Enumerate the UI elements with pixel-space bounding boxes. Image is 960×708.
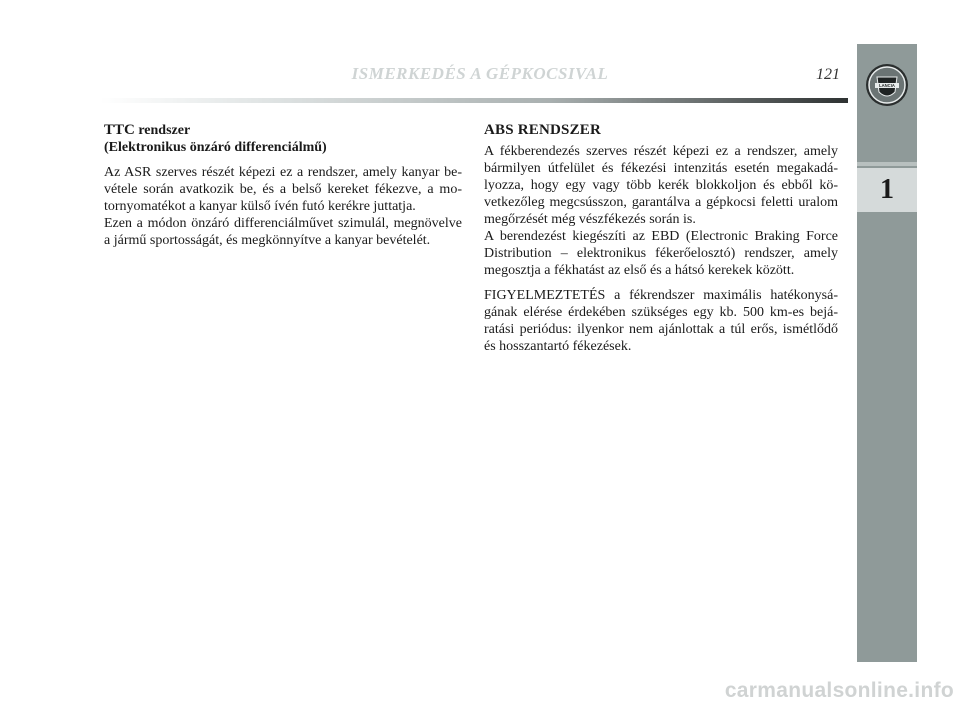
header-title: ISMERKEDÉS A GÉPKOCSIVAL xyxy=(351,64,609,83)
logo-text: LANCIA xyxy=(879,83,895,88)
chapter-side-tab xyxy=(857,44,917,662)
right-column xyxy=(484,122,838,363)
lancia-shield-icon xyxy=(864,62,910,108)
abs-warning-paragraph: FIGYELMEZTETÉS a fékrendszer maximális hatékonysá-gának elérése érdekében szükséges egy kb. 500 km-es bejá-ratási periódus: ilyenkor nem ajánlottak a túl erős, ismétlődő és hosszantartó fékezések. xyxy=(484,288,838,354)
ttc-heading xyxy=(104,122,462,139)
left-column xyxy=(104,122,462,257)
abs-paragraph-2: A berendezést kiegészíti az EBD (Electronic Braking Force Distribution – elektronikus fékerőelosztó) rendszer, amely megosztja a fékhatást az első és a hátsó kerekek között. xyxy=(484,229,838,278)
ttc-paragraph-2: Ezen a módon önzáró differenciálművet szimulál, megnövelve a jármű sportosságát, és megkönnyítve a kanyar bevételét. xyxy=(104,216,462,248)
page-number: 121 xyxy=(816,66,840,83)
watermark: carmanualsonline.info xyxy=(724,679,954,702)
abs-heading: ABS RENDSZER xyxy=(484,122,602,138)
tab-separator xyxy=(857,162,917,166)
header-rule xyxy=(100,98,848,103)
ttc-heading-strong: TTC xyxy=(104,122,135,138)
ttc-paragraph-1: Az ASR szerves részét képezi ez a rendszer, amely kanyar be-vétele során avatkozik be, és a belső kereket fékezve, a mo-tornyomatékot a kanyar külső ívén futó kerékre juttatja. xyxy=(104,165,462,214)
logo-box xyxy=(857,44,917,126)
ttc-heading-rest: rendszer xyxy=(134,123,191,138)
chapter-box xyxy=(857,168,917,212)
ttc-subheading: (Elektronikus önzáró differenciálmű) xyxy=(104,140,327,155)
chapter-number: 1 xyxy=(880,174,894,205)
abs-paragraph-1: A fékberendezés szerves részét képezi ez a rendszer, amely bármilyen útfelület és fékezési intenzitás esetén megakadá-lyozza, hogy egy vagy több kerék blokkoljon és ebből kö-vetkezőleg megcsússzon, garantálva a gépkocsi feletti uralom megőrzését még vészfékezés során is. xyxy=(484,144,838,227)
